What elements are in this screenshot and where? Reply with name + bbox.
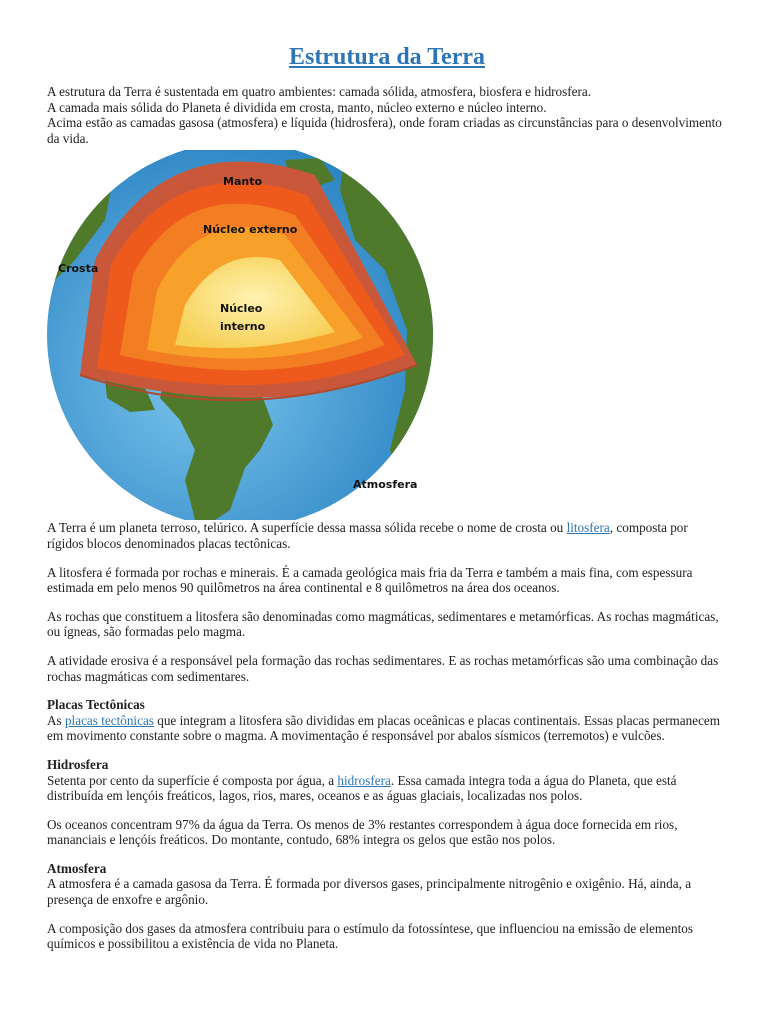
- heading-hidrosfera: Hidrosfera: [47, 756, 109, 772]
- paragraph-terra-text: A Terra é um planeta terroso, telúrico. A superfície dessa massa sólida recebe o nome de crosta ou: [47, 520, 567, 536]
- earth-cutaway-illustration: [45, 150, 435, 520]
- litosfera-link[interactable]: litosfera: [566, 520, 610, 536]
- paragraph-placas: [47, 713, 727, 744]
- paragraph-oceanos: Os oceanos concentram 97% da água da Terra. Os menos de 3% restantes correspondem à água doce fornecida em rios, mananciais e lençóis freáticos. Do montante, contudo, 68% integra os gelos que estão nos polos.: [47, 816, 678, 848]
- paragraph-terra-text-end: , composta por rígidos blocos denominados placas tectônicas.: [47, 520, 688, 551]
- earth-structure-figure: [45, 150, 435, 520]
- page-title: Estrutura da Terra: [288, 44, 485, 70]
- section-atmosfera: [47, 861, 727, 908]
- paragraph-hidrosfera: [47, 773, 727, 804]
- paragraph-atmosfera: A atmosfera é a camada gasosa da Terra. É formada por diversos gases, principalmente nitrogênio e oxigênio. Há, ainda, a presença de enxofre e argônio.: [47, 876, 692, 908]
- paragraph-erosao: A atividade erosiva é a responsável pela formação das rochas sedimentares. E as rochas metamórficas são uma combinação das rochas magmáticas com sedimentares.: [47, 652, 719, 684]
- intro-line-2: A camada mais sólida do Planeta é dividida em crosta, manto, núcleo externo e núcleo interno.: [47, 99, 547, 115]
- placas-tectonicas-link[interactable]: placas tectônicas: [64, 712, 154, 728]
- section-placas: [47, 697, 727, 744]
- paragraph-placas-text: As: [47, 712, 65, 728]
- label-atmosfera: Atmosfera: [353, 478, 418, 492]
- hidrosfera-link[interactable]: hidrosfera: [337, 772, 391, 788]
- label-manto: Manto: [223, 175, 263, 189]
- paragraph-composicao: A composição dos gases da atmosfera contribuiu para o estímulo da fotossíntese, que influenciou na emissão de elementos químicos e possibilitou a existência de vida no Planeta.: [47, 920, 694, 952]
- intro-line-1: A estrutura da Terra é sustentada em quatro ambientes: camada sólida, atmosfera, biosfera e hidrosfera.: [47, 84, 592, 99]
- paragraph-terra: [47, 520, 727, 551]
- intro-section: [47, 84, 727, 146]
- label-crosta: Crosta: [58, 262, 99, 276]
- label-nucleo-interno-2: interno: [220, 320, 266, 334]
- intro-line-3: Acima estão as camadas gasosa (atmosfera) e líquida (hidrosfera), onde foram criadas as circunstâncias para o desenvolvimento da vida.: [47, 115, 722, 146]
- label-nucleo-externo: Núcleo externo: [203, 223, 298, 237]
- heading-atmosfera: Atmosfera: [47, 860, 107, 876]
- section-hidrosfera: [47, 757, 727, 804]
- paragraph-placas-text-end: que integram a litosfera são divididas em placas oceânicas e placas continentais. Essas placas permanecem em movimento constante sobre o magma. A movimentação é responsável por abalos sísmicos (terremotos) e vulcões.: [47, 712, 721, 744]
- paragraph-rochas: As rochas que constituem a litosfera são denominadas como magmáticas, sedimentares e metamórficas. As rochas magmáticas, ou ígneas, são formadas pelo magma.: [47, 608, 719, 640]
- paragraph-hidrosfera-text: Setenta por cento da superfície é composta por água, a: [47, 772, 338, 788]
- document-page: [47, 40, 727, 952]
- label-nucleo-interno-1: Núcleo: [220, 302, 263, 316]
- heading-placas: Placas Tectônicas: [47, 697, 145, 713]
- paragraph-litosfera: A litosfera é formada por rochas e minerais. É a camada geológica mais fria da Terra e também a mais fina, com espessura estimada em pelo menos 90 quilômetros na área continental e 8 quilômetros na área dos oceanos.: [47, 564, 693, 596]
- paragraph-hidrosfera-text-end: . Essa camada integra toda a água do Planeta, que está distribuída em lençóis freáticos, lagos, rios, mares, oceanos e as águas glaciais, localizadas nos polos.: [47, 772, 677, 804]
